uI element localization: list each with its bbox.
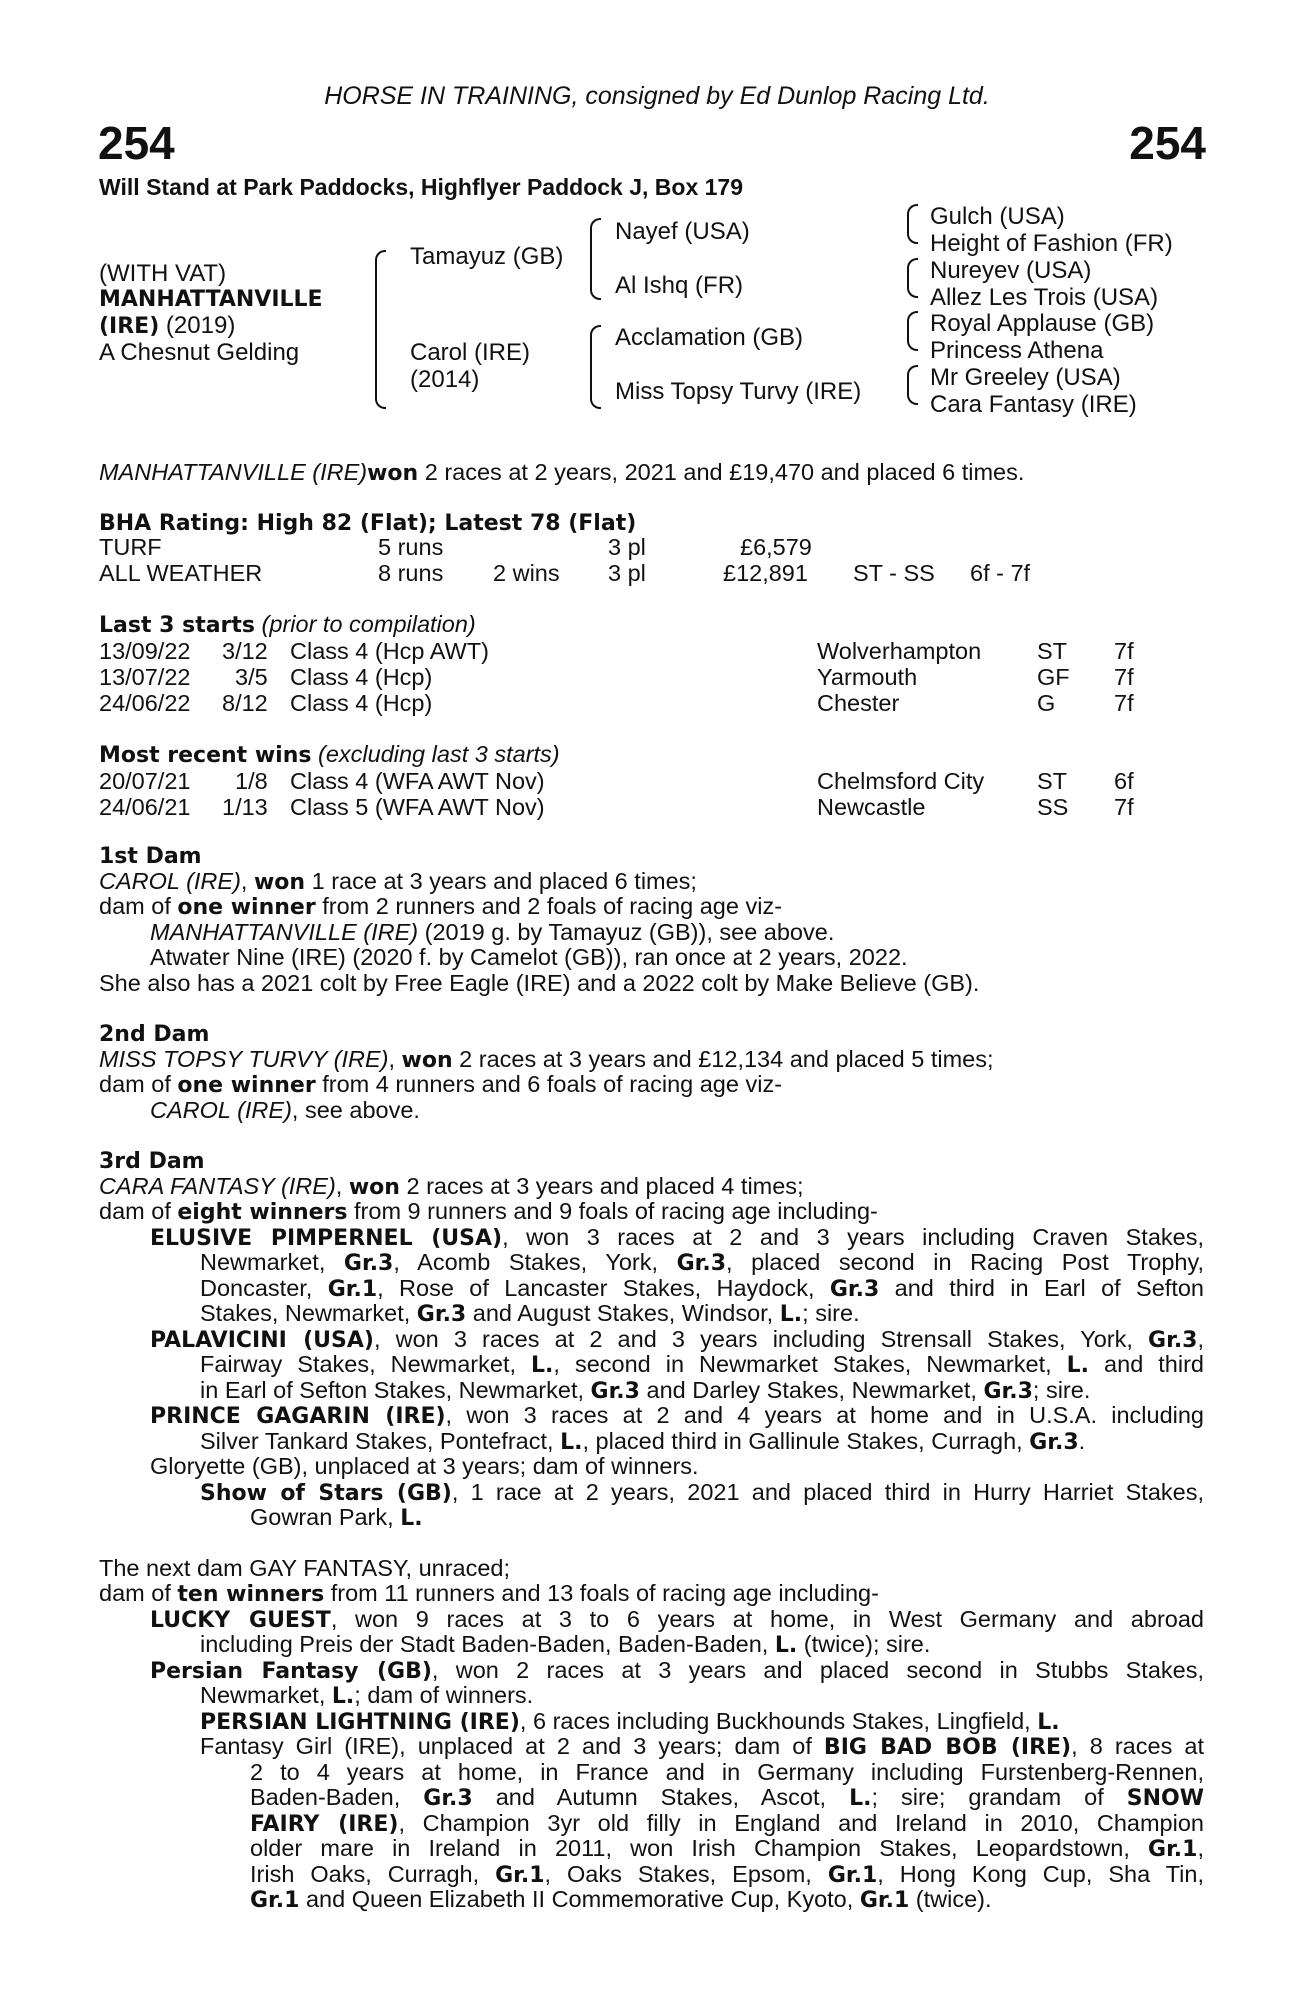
progeny-line: Fairway Stakes, Newmarket, L., second in Newmarket Stakes, Newmarket, L. and third bbox=[200, 1351, 1204, 1378]
brace-ss bbox=[907, 204, 918, 244]
horse-year: (2019) bbox=[159, 312, 236, 339]
dam1-line: Atwater Nine (IRE) (2020 f. by Camelot (GB)), ran once at 2 years, 2022. bbox=[150, 944, 908, 970]
pedigree-ss: Nayef (USA) bbox=[615, 218, 750, 245]
progeny-line: PALAVICINI (USA), won 3 races at 2 and 3 years including Strensall Stakes, York, Gr.3, bbox=[150, 1326, 1205, 1353]
progeny-line: PERSIAN LIGHTNING (IRE), 6 races including Buckhounds Stakes, Lingfield, L. bbox=[200, 1708, 1060, 1735]
brace-dd bbox=[907, 365, 918, 405]
progeny-line: Silver Tankard Stakes, Pontefract, L., placed third in Gallinule Stakes, Curragh, Gr.3. bbox=[200, 1428, 1086, 1455]
progeny-line: Persian Fantasy (GB), won 2 races at 3 years and placed second in Stubbs Stakes, bbox=[150, 1657, 1204, 1684]
pedigree-dam: Carol (IRE) bbox=[410, 339, 531, 366]
pedigree-sss: Gulch (USA) bbox=[930, 203, 1065, 230]
progeny-line: PRINCE GAGARIN (IRE), won 3 races at 2 and 4 years at home and in U.S.A. including bbox=[150, 1402, 1205, 1429]
brace-sire-dam bbox=[375, 250, 386, 409]
pedigree-dds: Mr Greeley (USA) bbox=[930, 364, 1121, 391]
dam2-heading: 2nd Dam bbox=[99, 1022, 210, 1047]
catalogue-header: HORSE IN TRAINING, consigned by Ed Dunlop Racing Ltd. bbox=[324, 82, 990, 110]
progeny-line: Baden-Baden, Gr.3 and Autumn Stakes, Ascot, L.; sire; grandam of SNOW bbox=[250, 1784, 1205, 1811]
dam2-line: MISS TOPSY TURVY (IRE), won 2 races at 3 years and £12,134 and placed 5 times; bbox=[99, 1046, 994, 1073]
progeny-line: LUCKY GUEST, won 9 races at 3 to 6 years at home, in West Germany and abroad bbox=[150, 1606, 1204, 1633]
dam1-line: dam of one winner from 2 runners and 2 foals of racing age viz- bbox=[99, 893, 783, 920]
nextdam-line: The next dam GAY FANTASY, unraced; bbox=[99, 1555, 511, 1581]
progeny-line: Newmarket, L.; dam of winners. bbox=[200, 1682, 534, 1709]
horse-name-2: (IRE) bbox=[99, 314, 160, 339]
pedigree-sire: Tamayuz (GB) bbox=[410, 243, 564, 270]
dam1-line: CAROL (IRE), won 1 race at 3 years and placed 6 times; bbox=[99, 868, 697, 895]
progeny-line: FAIRY (IRE), Champion 3yr old filly in England and Ireland in 2010, Champion bbox=[250, 1810, 1204, 1837]
progeny-line: in Earl of Sefton Stakes, Newmarket, Gr.3 and Darley Stakes, Newmarket, Gr.3; sire. bbox=[200, 1377, 1091, 1404]
pedigree-dss: Royal Applause (GB) bbox=[930, 310, 1155, 337]
pedigree-dam-year: (2014) bbox=[410, 366, 480, 393]
horse-name-year bbox=[99, 312, 235, 340]
progeny-line: Stakes, Newmarket, Gr.3 and August Stakes, Windsor, L.; sire. bbox=[200, 1300, 860, 1327]
horse-name-1: MANHATTANVILLE bbox=[99, 287, 323, 312]
progeny-line: Gloryette (GB), unplaced at 3 years; dam of winners. bbox=[150, 1453, 699, 1479]
vat-note: (WITH VAT) bbox=[99, 260, 227, 287]
dam1-line: She also has a 2021 colt by Free Eagle (IRE) and a 2022 colt by Make Believe (GB). bbox=[99, 970, 980, 996]
progeny-line: older mare in Ireland in 2011, won Irish Champion Stakes, Leopardstown, Gr.1, bbox=[250, 1835, 1204, 1862]
stand-location: Will Stand at Park Paddocks, Highflyer Paddock J, Box 179 bbox=[99, 174, 743, 200]
pedigree-ssd: Height of Fashion (FR) bbox=[930, 230, 1173, 257]
dam2-line: CAROL (IRE), see above. bbox=[150, 1097, 420, 1123]
horse-description: A Chesnut Gelding bbox=[99, 339, 300, 366]
progeny-line: Gowran Park, L. bbox=[250, 1504, 423, 1531]
pedigree-sds: Nureyev (USA) bbox=[930, 257, 1092, 284]
race-summary: MANHATTANVILLE (IRE)won 2 races at 2 years, 2021 and £19,470 and placed 6 times. bbox=[99, 459, 1025, 486]
progeny-line: Doncaster, Gr.1, Rose of Lancaster Stakes, Haydock, Gr.3 and third in Earl of Sefton bbox=[200, 1275, 1204, 1302]
last-starts-title: Last 3 starts (prior to compilation) bbox=[99, 611, 476, 638]
brace-ds bbox=[907, 311, 918, 351]
brace-dam bbox=[590, 325, 601, 409]
dam1-heading: 1st Dam bbox=[99, 844, 202, 869]
pedigree-ds: Acclamation (GB) bbox=[615, 324, 804, 351]
bha-rating-title: BHA Rating: High 82 (Flat); Latest 78 (Flat) bbox=[99, 511, 637, 536]
dam3-line: CARA FANTASY (IRE), won 2 races at 3 years and placed 4 times; bbox=[99, 1173, 804, 1200]
nextdam-line: dam of ten winners from 11 runners and 13 foals of racing age including- bbox=[99, 1580, 879, 1607]
progeny-line: 2 to 4 years at home, in France and in Germany including Furstenberg-Rennen, bbox=[250, 1759, 1204, 1785]
dam1-line: MANHATTANVILLE (IRE) (2019 g. by Tamayuz (GB)), see above. bbox=[150, 919, 835, 945]
progeny-line: Fantasy Girl (IRE), unplaced at 2 and 3 years; dam of BIG BAD BOB (IRE), 8 races at bbox=[200, 1733, 1204, 1760]
progeny-line: ELUSIVE PIMPERNEL (USA), won 3 races at 2 and 3 years including Craven Stakes, bbox=[150, 1224, 1204, 1251]
recent-wins-title: Most recent wins (excluding last 3 starts) bbox=[99, 741, 560, 768]
lot-number-right: 254 bbox=[1129, 117, 1206, 169]
horse-name bbox=[99, 285, 323, 313]
pedigree-sdd: Allez Les Trois (USA) bbox=[930, 284, 1159, 311]
dam3-line: dam of eight winners from 9 runners and 9 foals of racing age including- bbox=[99, 1198, 878, 1225]
brace-sd bbox=[907, 258, 918, 298]
lot-number-left: 254 bbox=[98, 117, 175, 169]
pedigree-dd: Miss Topsy Turvy (IRE) bbox=[615, 378, 862, 405]
dam2-line: dam of one winner from 4 runners and 6 foals of racing age viz- bbox=[99, 1071, 783, 1098]
progeny-line: including Preis der Stadt Baden-Baden, Baden-Baden, L. (twice); sire. bbox=[200, 1631, 931, 1658]
pedigree-sd: Al Ishq (FR) bbox=[615, 272, 744, 299]
progeny-line: Newmarket, Gr.3, Acomb Stakes, York, Gr.3, placed second in Racing Post Trophy, bbox=[200, 1249, 1204, 1276]
pedigree-dsd: Princess Athena bbox=[930, 337, 1104, 364]
progeny-line: Gr.1 and Queen Elizabeth II Commemorative Cup, Kyoto, Gr.1 (twice). bbox=[250, 1886, 992, 1913]
brace-sire bbox=[590, 218, 601, 300]
dam3-heading: 3rd Dam bbox=[99, 1149, 205, 1174]
progeny-line: Irish Oaks, Curragh, Gr.1, Oaks Stakes, Epsom, Gr.1, Hong Kong Cup, Sha Tin, bbox=[250, 1861, 1204, 1888]
progeny-line: Show of Stars (GB), 1 race at 2 years, 2021 and placed third in Hurry Harriet Stakes, bbox=[200, 1479, 1204, 1506]
pedigree-ddd: Cara Fantasy (IRE) bbox=[930, 391, 1137, 418]
